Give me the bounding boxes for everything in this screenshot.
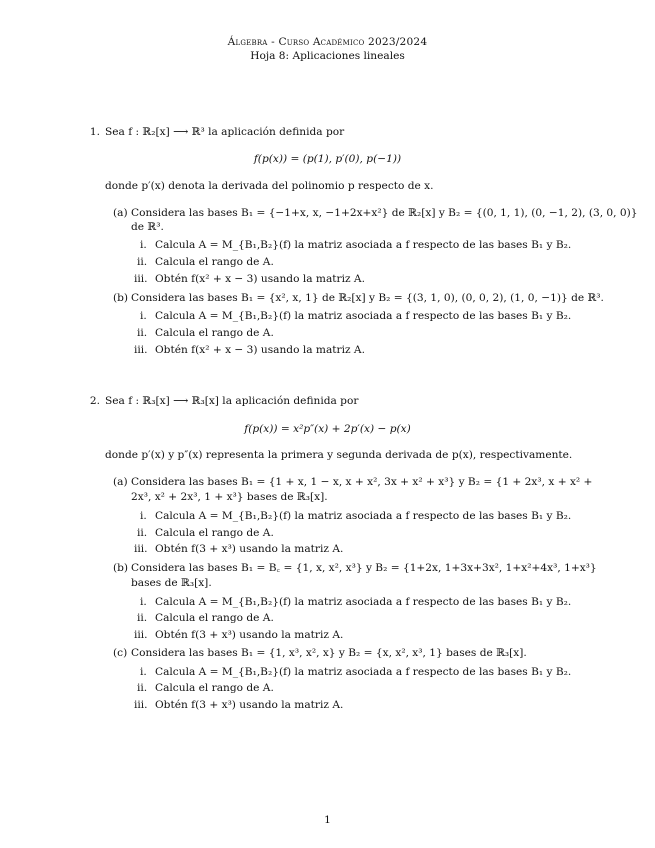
roman-iii: iii. <box>134 273 148 285</box>
exercise-2b-text-cont: bases de ℝ₃[x]. <box>131 577 212 589</box>
exercise-1b-label: (b) <box>113 292 129 304</box>
exercise-1-number: 1. <box>89 126 100 138</box>
exercise-2b-label: (b) <box>113 562 129 574</box>
exercise-1-intro: Sea f : ℝ₂[x] ⟶ ℝ³ la aplicación definida por <box>105 126 345 138</box>
roman-i: i. <box>140 239 147 251</box>
roman-i: i. <box>140 510 147 522</box>
exercise-2a-text-cont: 2x³, x² + 2x³, 1 + x³} bases de ℝ₃[x]. <box>131 491 328 503</box>
exercise-1b-iii: Obtén f(x² + x − 3) usando la matriz A. <box>155 344 365 356</box>
exercise-2c-label: (c) <box>113 647 128 659</box>
exercise-2-where: donde p′(x) y p″(x) representa la primera y segunda derivada de p(x), respectivamente. <box>105 449 573 461</box>
exercise-2b-text: Considera las bases B₁ = B꜀ = {1, x, x², x³} y B₂ = {1+2x, 1+3x+3x², 1+x²+4x³, 1+x³} <box>131 562 597 574</box>
exercise-2b-i: Calcula A = M_{B₁,B₂}(f) la matriz asociada a f respecto de las bases B₁ y B₂. <box>155 596 572 608</box>
exercise-1a-label: (a) <box>113 207 128 219</box>
exercise-2a-i: Calcula A = M_{B₁,B₂}(f) la matriz asociada a f respecto de las bases B₁ y B₂. <box>155 510 572 522</box>
roman-ii: ii. <box>137 612 148 624</box>
course-title: Álgebra - Curso Académico 2023/2024 <box>227 36 428 48</box>
roman-i: i. <box>140 596 147 608</box>
exercise-2c-iii: Obtén f(3 + x³) usando la matriz A. <box>155 699 344 711</box>
exercise-1-formula: f(p(x)) = (p(1), p′(0), p(−1)) <box>253 153 402 165</box>
exercise-1a-text: Considera las bases B₁ = {−1+x, x, −1+2x+x²} de ℝ₂[x] y B₂ = {(0, 1, 1), (0, −1, 2), (3, 0, 0)} <box>131 207 638 219</box>
roman-iii: iii. <box>134 699 148 711</box>
exercise-2c-text: Considera las bases B₁ = {1, x³, x², x} y B₂ = {x, x², x³, 1} bases de ℝ₃[x]. <box>131 647 527 659</box>
page-number: 1 <box>324 814 331 826</box>
roman-i: i. <box>140 666 147 678</box>
exercise-2b-ii: Calcula el rango de A. <box>155 612 274 624</box>
roman-ii: ii. <box>137 682 148 694</box>
exercise-1-where: donde p′(x) denota la derivada del polinomio p respecto de x. <box>105 180 434 192</box>
exercise-1b-i: Calcula A = M_{B₁,B₂}(f) la matriz asociada a f respecto de las bases B₁ y B₂. <box>155 310 572 322</box>
roman-i: i. <box>140 310 147 322</box>
roman-ii: ii. <box>137 527 148 539</box>
exercise-1a-ii: Calcula el rango de A. <box>155 256 274 268</box>
exercise-2a-text: Considera las bases B₁ = {1 + x, 1 − x, x + x², 3x + x² + x³} y B₂ = {1 + 2x³, x + x² + <box>131 476 593 488</box>
exercise-1b-text: Considera las bases B₁ = {x², x, 1} de ℝ₂[x] y B₂ = {(3, 1, 0), (0, 0, 2), (1, 0, −1)} de ℝ³. <box>131 292 604 304</box>
exercise-1a-iii: Obtén f(x² + x − 3) usando la matriz A. <box>155 273 365 285</box>
roman-iii: iii. <box>134 543 148 555</box>
exercise-1b-ii: Calcula el rango de A. <box>155 327 274 339</box>
exercise-2-number: 2. <box>89 395 100 407</box>
exercise-2a-label: (a) <box>113 476 128 488</box>
exercise-1a-text-cont: de ℝ³. <box>131 221 164 233</box>
exercise-2b-iii: Obtén f(3 + x³) usando la matriz A. <box>155 629 344 641</box>
exercise-2a-iii: Obtén f(3 + x³) usando la matriz A. <box>155 543 344 555</box>
roman-ii: ii. <box>137 256 148 268</box>
exercise-2-intro: Sea f : ℝ₃[x] ⟶ ℝ₃[x] la aplicación definida por <box>105 395 359 407</box>
exercise-2c-i: Calcula A = M_{B₁,B₂}(f) la matriz asociada a f respecto de las bases B₁ y B₂. <box>155 666 572 678</box>
roman-ii: ii. <box>137 327 148 339</box>
roman-iii: iii. <box>134 629 148 641</box>
sheet-title: Hoja 8: Aplicaciones lineales <box>250 50 405 62</box>
exercise-2a-ii: Calcula el rango de A. <box>155 527 274 539</box>
exercise-2c-ii: Calcula el rango de A. <box>155 682 274 694</box>
roman-iii: iii. <box>134 344 148 356</box>
exercise-1a-i: Calcula A = M_{B₁,B₂}(f) la matriz asociada a f respecto de las bases B₁ y B₂. <box>155 239 572 251</box>
exercise-2-formula: f(p(x)) = x²p″(x) + 2p′(x) − p(x) <box>244 423 411 435</box>
